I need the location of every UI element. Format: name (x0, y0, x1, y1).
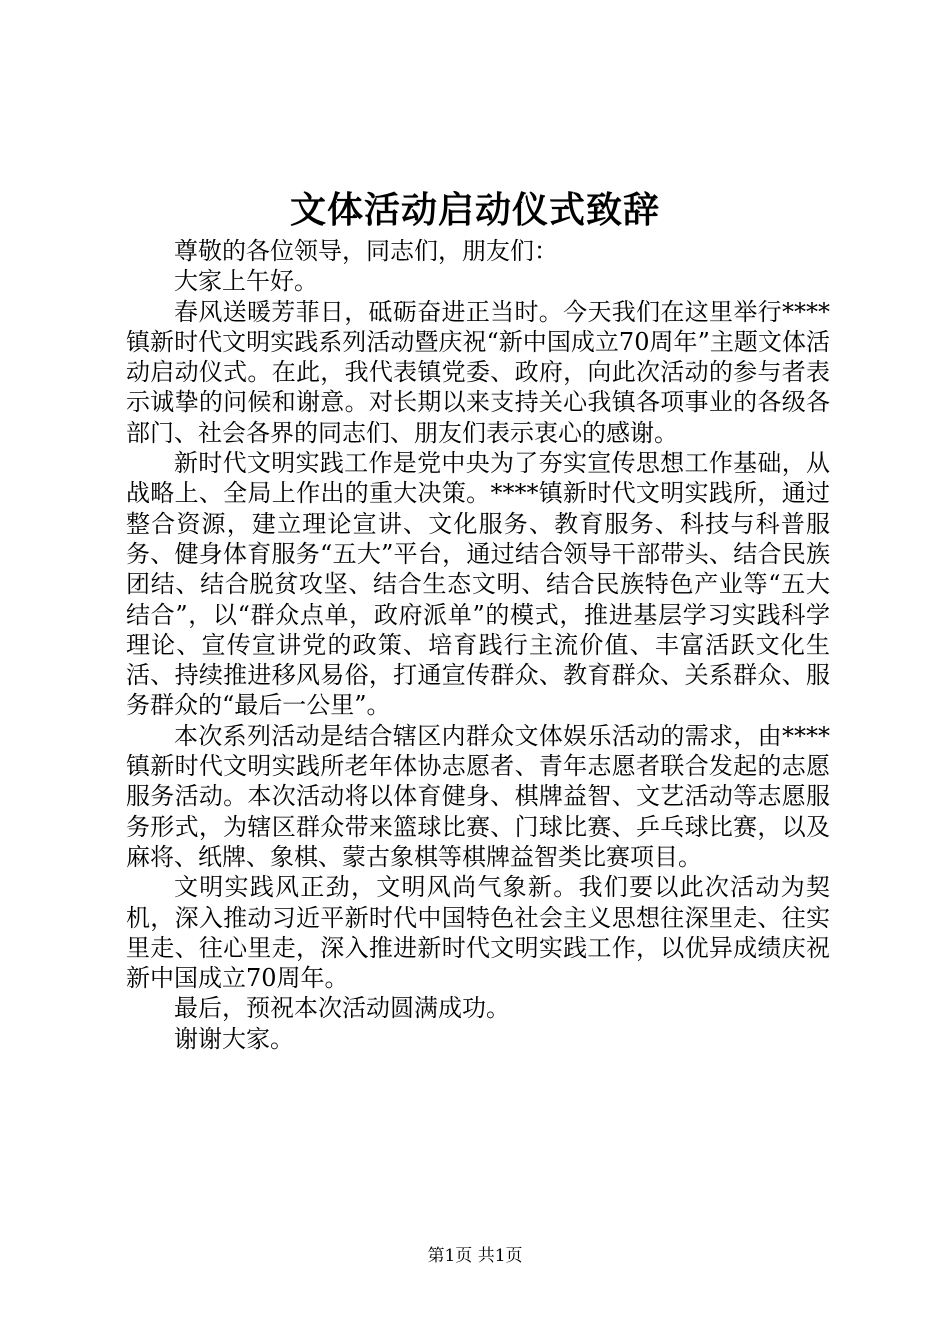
document-title: 文体活动启动仪式致辞 (289, 189, 660, 231)
greeting: 大家上午好。 (174, 267, 318, 296)
page-footer: 第1页 共1页 (427, 1246, 523, 1266)
paragraph-thanks: 谢谢大家。 (174, 1024, 294, 1053)
paragraph-wishes: 最后，预祝本次活动圆满成功。 (174, 994, 510, 1023)
paragraph-activity: 本次系列活动是结合辖区内群众文体娱乐活动的需求，由****镇新时代文明实践所老年体协志愿者、青年志愿者联合发起的志愿服务活动。本次活动将以体育健身、棋牌益智、文艺活动等志愿服务形式，为辖区群众带来篮球比赛、门球比赛、乒乓球比赛，以及麻将、纸牌、象棋、蒙古象棋等棋牌益智类比赛项目。 (126, 721, 830, 871)
paragraph-outlook: 文明实践风正劲，文明风尚气象新。我们要以此次活动为契机，深入推动习近平新时代中国特色社会主义思想往深里走、往实里走、往心里走，深入推进新时代文明实践工作，以优异成绩庆祝新中国成立70周年。 (126, 873, 830, 993)
paragraph-practice-work: 新时代文明实践工作是党中央为了夯实宣传思想工作基础，从战略上、全局上作出的重大决策。****镇新时代文明实践所，通过整合资源，建立理论宣讲、文化服务、教育服务、科技与科普服务、健身体育服务“五大”平台，通过结合领导干部带头、结合民族团结、结合脱贫攻坚、结合生态文明、结合民族特色产业等“五大结合”，以“群众点单，政府派单”的模式，推进基层学习实践科学理论、宣传宣讲党的政策、培育践行主流价值、丰富活跃文化生活、持续推进移风易俗，打通宣传群众、教育群众、关系群众、服务群众的“最后一公里”。 (126, 449, 830, 720)
document-body (126, 236, 830, 1054)
salutation: 尊敬的各位领导，同志们，朋友们： (174, 237, 558, 265)
paragraph-opening: 春风送暖芳菲日，砥砺奋进正当时。今天我们在这里举行****镇新时代文明实践系列活动暨庆祝“新中国成立70周年”主题文体活动启动仪式。在此，我代表镇党委、政府，向此次活动的参与者表示诚挚的问候和谢意。对长期以来支持关心我镇各项事业的各级各部门、社会各界的同志们、朋友们表示衷心的感谢。 (126, 297, 830, 447)
